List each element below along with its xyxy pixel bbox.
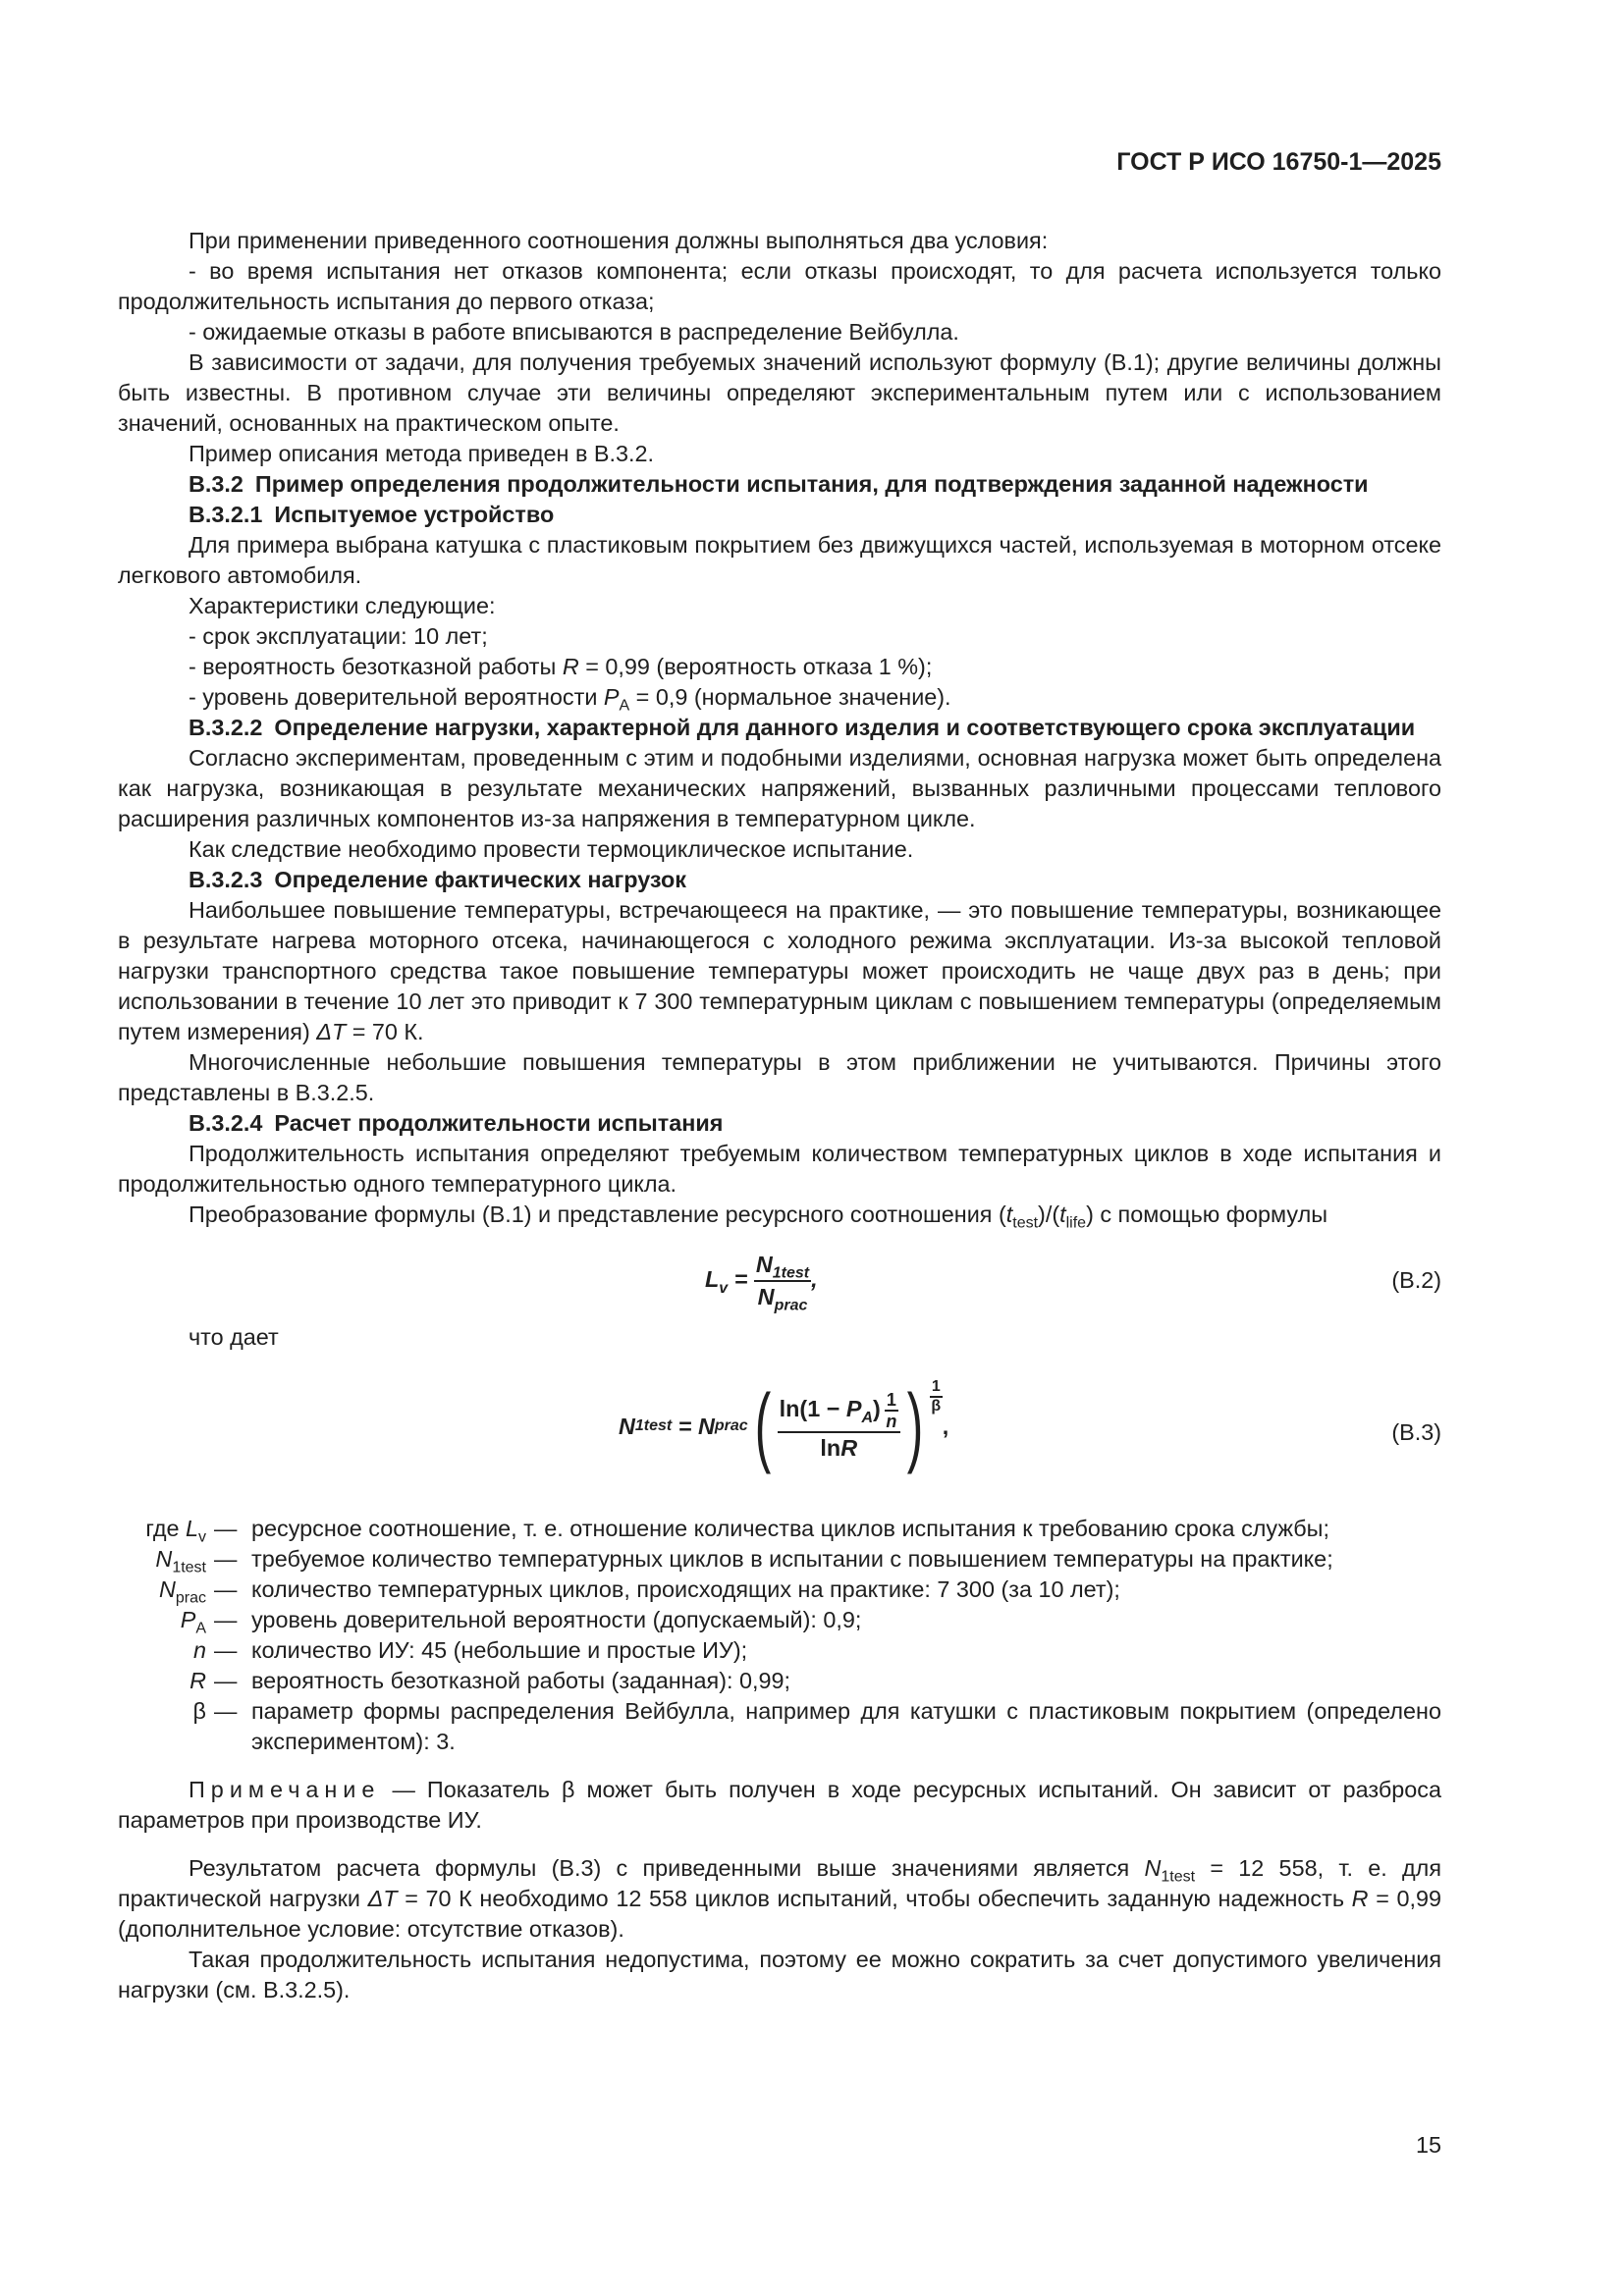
legend-row: $P_A$ — уровень доверительной вероятности (допускаемый): 0,9; <box>180 1607 862 1637</box>
document-body <box>118 226 1441 2005</box>
equation-b2-formula: $L_v$ = $\frac{N_{1test}}{N_{prac}}$ , <box>705 1252 818 1314</box>
legend-row: R — вероятность безотказной работы (заданная): 0,99; <box>189 1668 791 1693</box>
paragraph: При применении приведенного соотношения должны выполняться два условия: <box>189 228 1049 253</box>
paragraph: Согласно экспериментам, проведенным с этим и подобными изделиями, основная нагрузка может быть определена как нагрузка, возникающая в результате механических напряжений, вызванных различными процессами теплового расширения различных компонентов из-за напряжения в температурном цикле. <box>118 745 1441 831</box>
legend-row: n — количество ИУ: 45 (небольшие и простые ИУ); <box>192 1637 748 1663</box>
paragraph: В зависимости от задачи, для получения требуемых значений используют формулу (B.1); другие величины должны быть известны. В противном случае эти величины определяют экспериментальным путем или с использованием значений, основанных на практическом опыте. <box>118 349 1441 436</box>
paragraph: Преобразование формулы (B.1) и представление ресурсного соотношения $(t_{test})/(t_{life})$ с помощью формулы <box>189 1201 1328 1232</box>
right-paren: ) <box>906 1377 924 1475</box>
paragraph: Продолжительность испытания определяют требуемым количеством температурных циклов в ходе испытания и продолжительностью одного температурного цикла. <box>118 1141 1441 1197</box>
fraction: $\frac{N_{1test}}{N_{prac}}$ <box>755 1252 810 1314</box>
paragraph: Для примера выбрана катушка с пластиковым покрытием без движущихся частей, используемая в моторном отсеке легкового автомобиля. <box>118 532 1441 588</box>
list-item: - вероятность безотказной работы R = 0,99 (вероятность отказа 1 %); <box>189 654 933 679</box>
section-heading-b322: B.3.2.2 Определение нагрузки, характерной для данного изделия и соответствующего срока эксплуатации <box>189 715 1416 740</box>
paragraph: Пример описания метода приведен в B.3.2. <box>189 441 655 466</box>
list-item: - уровень доверительной вероятности $P_A = 0,9$ (нормальное значение). <box>189 684 951 715</box>
paragraph: что дает <box>189 1324 279 1350</box>
paragraph: Результатом расчета формулы (B.3) с приведенными выше значениями является $N_{1test} = 12$ 558, т. е. для практической нагрузки ΔT = 70 К необходимо 12 558 циклов испытаний, чтобы обеспечить заданную надежность R = 0,99 (дополнительное условие: отсутствие отказов). <box>118 1855 1442 1942</box>
legend-row: $N_{1test}$ — требуемое количество температурных циклов в испытании с повышением температуры на практике; <box>155 1546 1333 1576</box>
fraction: $\ln(1 - P_A)$ $\frac{1}{n}$ lnR <box>778 1390 900 1464</box>
legend-row: где $L_v$ — ресурсное соотношение, т. е. отношение количества циклов испытания к требованию срока службы; <box>145 1516 1329 1546</box>
legend-row: β — параметр формы распределения Вейбулла, например для катушки с пластиковым покрытием (определено экспериментом): 3. <box>192 1698 1441 1754</box>
paragraph: Наибольшее повышение температуры, встречающееся на практике, — это повышение температуры, возникающее в результате нагрева моторного отсека, начинающегося с холодного режима эксплуатации. Из-за высокой тепловой нагрузки транспортного средства такое повышение температуры может происходить не чаще двух раз в день; при использовании в течение 10 лет это приводит к 7 300 температурным циклам с повышением температуры (определяемым путем измерения) ΔT = 70 К. <box>118 897 1441 1044</box>
page-number: 15 <box>1415 2132 1441 2158</box>
document-header: ГОСТ Р ИСО 16750-1—2025 <box>1116 148 1441 176</box>
paragraph: Характеристики следующие: <box>189 593 496 618</box>
section-heading-b32: B.3.2 Пример определения продолжительности испытания, для подтверждения заданной надежности <box>189 471 1369 497</box>
list-item: - во время испытания нет отказов компонента; если отказы происходят, то для расчета используется только продолжительность испытания до первого отказа; <box>118 258 1441 314</box>
equation-number: (B.3) <box>1391 1419 1441 1445</box>
paragraph: Многочисленные небольшие повышения температуры в этом приближении не учитываются. Причины этого представлены в B.3.2.5. <box>118 1049 1441 1105</box>
equation-b3 <box>118 1362 1441 1500</box>
section-heading-b324: B.3.2.4 Расчет продолжительности испытания <box>189 1110 724 1136</box>
equation-b3-formula: N 1test = N prac ( $\ln(1 - P_A)$ $\frac{1}{n}$ lnR ) $\frac{1}{\beta}$ , <box>619 1377 949 1475</box>
symbol-legend <box>118 1514 1441 1757</box>
equation-b2 <box>118 1248 1441 1316</box>
section-heading-b321: B.3.2.1 Испытуемое устройство <box>189 502 555 527</box>
paragraph: Такая продолжительность испытания недопустима, поэтому ее можно сократить за счет допустимого увеличения нагрузки (см. B.3.2.5). <box>118 1947 1441 2002</box>
equation-number: (B.2) <box>1391 1267 1441 1293</box>
note: Примечание — Показатель β может быть получен в ходе ресурсных испытаний. Он зависит от разброса параметров при производстве ИУ. <box>118 1777 1441 1833</box>
legend-row: $N_{prac}$ — количество температурных циклов, происходящих на практике: 7 300 (за 10 лет); <box>158 1576 1120 1607</box>
list-item: - ожидаемые отказы в работе вписываются в распределение Вейбулла. <box>189 319 959 345</box>
paragraph: Как следствие необходимо провести термоциклическое испытание. <box>189 836 914 862</box>
exponent: $\frac{1}{\beta}$ <box>931 1378 942 1415</box>
list-item: - срок эксплуатации: 10 лет; <box>189 623 488 649</box>
left-paren: ( <box>754 1377 771 1475</box>
section-heading-b323: B.3.2.3 Определение фактических нагрузок <box>189 867 686 892</box>
